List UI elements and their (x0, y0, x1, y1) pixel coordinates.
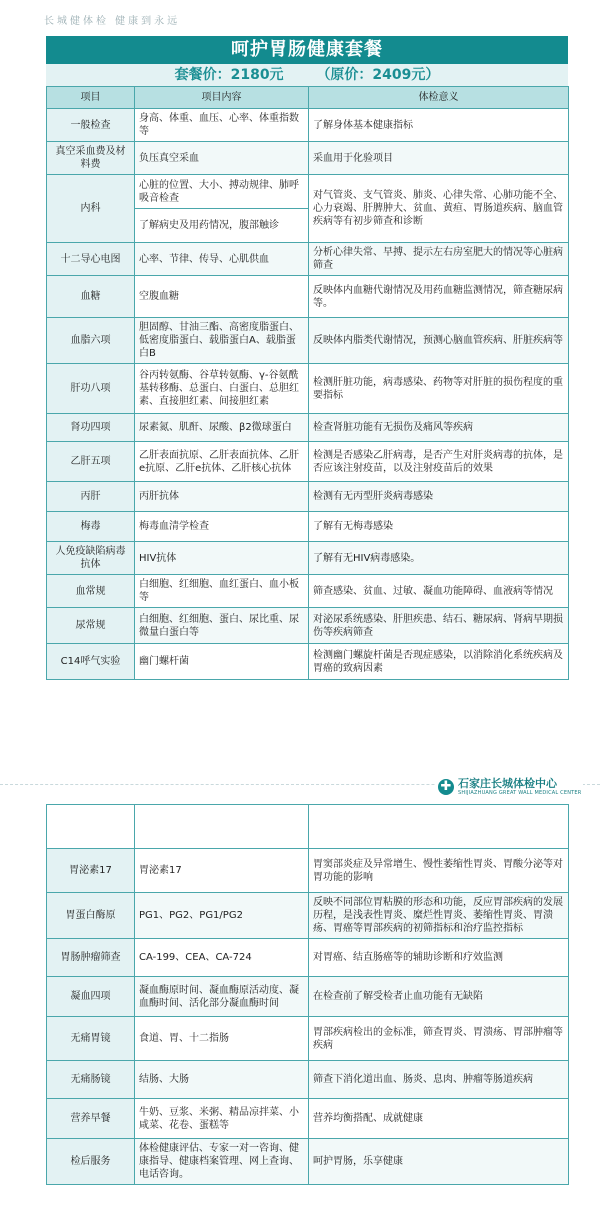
item-content: 空腹血糖 (135, 276, 309, 318)
blank-header-cell (135, 805, 309, 849)
item-meaning: 呵护胃肠，乐享健康 (309, 1139, 569, 1185)
table-row (47, 849, 569, 893)
item-meaning: 了解有无梅毒感染 (309, 512, 569, 542)
item-content: 胃泌素17 (135, 849, 309, 893)
blank-header-cell (47, 805, 135, 849)
item-name: C14呼气实验 (47, 644, 135, 680)
item-meaning: 反映不同部位胃粘膜的形态和功能，反应胃部疾病的发展历程，是浅表性胃炎、糜烂性胃炎、萎缩性胃炎、胃溃疡、胃癌等胃部疾病的初筛指标和治疗监控指标 (309, 893, 569, 939)
item-name: 检后服务 (47, 1139, 135, 1185)
center-logo (436, 777, 583, 797)
item-content: 心率、节律、传导、心肌供血 (135, 243, 309, 276)
table-row (47, 276, 569, 318)
item-name: 胃肠肿瘤筛查 (47, 939, 135, 977)
item-content: 了解病史及用药情况，腹部触诊 (135, 209, 309, 243)
item-meaning: 检查肾脏功能有无损伤及痛风等疾病 (309, 414, 569, 442)
table-row (47, 243, 569, 276)
item-meaning: 对泌尿系统感染、肝胆疾患、结石、糖尿病、肾病早期损伤等疾病筛查 (309, 608, 569, 644)
item-name: 胃泌素17 (47, 849, 135, 893)
item-content: 胆固醇、甘油三酯、高密度脂蛋白、低密度脂蛋白、载脂蛋白A、载脂蛋白B (135, 318, 309, 364)
header-content: 项目内容 (135, 87, 309, 109)
item-content: 体检健康评估、专家一对一咨询、健康指导、健康档案管理、网上查询、电话咨询。 (135, 1139, 309, 1185)
table-row (47, 939, 569, 977)
item-name: 十二导心电图 (47, 243, 135, 276)
table-row (47, 482, 569, 512)
item-meaning: 胃部疾病检出的金标准，筛查胃炎、胃溃疡、胃部肿瘤等疾病 (309, 1017, 569, 1061)
item-meaning: 检测幽门螺旋杆菌是否现症感染，以消除消化系统疾病及胃癌的致病因素 (309, 644, 569, 680)
item-name: 无痛肠镜 (47, 1061, 135, 1099)
table-row (47, 1017, 569, 1061)
item-content: 牛奶、豆浆、米粥、精品凉拌菜、小咸菜、花卷、蛋糕等 (135, 1099, 309, 1139)
item-content: 幽门螺杆菌 (135, 644, 309, 680)
table-row (47, 414, 569, 442)
table-row (47, 542, 569, 575)
item-name: 乙肝五项 (47, 442, 135, 482)
item-meaning: 了解有无HIV病毒感染。 (309, 542, 569, 575)
item-content: 丙肝抗体 (135, 482, 309, 512)
package-title: 呵护胃肠健康套餐 (46, 36, 568, 64)
item-content: PG1、PG2、PG1/PG2 (135, 893, 309, 939)
item-name: 内科 (47, 175, 135, 243)
blank-header-cell (309, 805, 569, 849)
slogan-tag: 长城健体检 健康到永远 (44, 16, 181, 27)
item-content: 身高、体重、血压、心率、体重指数等 (135, 109, 309, 142)
table-row (47, 1139, 569, 1185)
table-row (47, 1099, 569, 1139)
table-blank-header-row (47, 805, 569, 849)
package-table-1 (46, 86, 569, 680)
item-meaning: 检测是否感染乙肝病毒，是否产生对肝炎病毒的抗体，是否应该注射疫苗，以及注射疫苗后的效果 (309, 442, 569, 482)
item-content: 白细胞、红细胞、血红蛋白、血小板等 (135, 575, 309, 608)
item-meaning: 在检查前了解受检者止血功能有无缺陷 (309, 977, 569, 1017)
table-row (47, 142, 569, 175)
item-meaning: 筛查感染、贫血、过敏、凝血功能障碍、血液病等情况 (309, 575, 569, 608)
item-name: 丙肝 (47, 482, 135, 512)
item-name: 血脂六项 (47, 318, 135, 364)
item-content: 乙肝表面抗原、乙肝表面抗体、乙肝e抗原、乙肝e抗体、乙肝核心抗体 (135, 442, 309, 482)
item-meaning: 采血用于化验项目 (309, 142, 569, 175)
item-content: HIV抗体 (135, 542, 309, 575)
table-row (47, 1061, 569, 1099)
logo-name-cn: 石家庄长城体检中心 (458, 777, 557, 790)
item-name: 营养早餐 (47, 1099, 135, 1139)
header-item: 项目 (47, 87, 135, 109)
table-row (47, 893, 569, 939)
table-row (47, 608, 569, 644)
table-row (47, 977, 569, 1017)
item-meaning: 反映体内脂类代谢情况，预测心脑血管疾病、肝脏疾病等 (309, 318, 569, 364)
table-row (47, 364, 569, 414)
original-price: （原价：2409元） (316, 67, 440, 83)
price-bar (46, 64, 568, 86)
item-meaning: 筛查下消化道出血、肠炎、息肉、肿瘤等肠道疾病 (309, 1061, 569, 1099)
item-content: 心脏的位置、大小、搏动规律、肺呼吸音检查 (135, 175, 309, 209)
item-name: 无痛胃镜 (47, 1017, 135, 1061)
cross-icon: ✚ (438, 779, 454, 795)
table-row (47, 644, 569, 680)
item-meaning: 营养均衡搭配、成就健康 (309, 1099, 569, 1139)
item-name: 血常规 (47, 575, 135, 608)
table-row (47, 575, 569, 608)
item-content: 食道、胃、十二指肠 (135, 1017, 309, 1061)
item-name: 真空采血费及材料费 (47, 142, 135, 175)
item-meaning: 检测有无丙型肝炎病毒感染 (309, 482, 569, 512)
table-row (47, 175, 569, 209)
item-name: 血糖 (47, 276, 135, 318)
item-name: 肾功四项 (47, 414, 135, 442)
table-header-row (47, 87, 569, 109)
item-meaning: 检测肝脏功能，病毒感染、药物等对肝脏的损伤程度的重要指标 (309, 364, 569, 414)
item-name: 梅毒 (47, 512, 135, 542)
item-meaning: 了解身体基本健康指标 (309, 109, 569, 142)
table-row (47, 442, 569, 482)
item-name: 凝血四项 (47, 977, 135, 1017)
item-name: 肝功八项 (47, 364, 135, 414)
item-content: 谷丙转氨酶、谷草转氨酶、γ-谷氨酰基转移酶、总蛋白、白蛋白、总胆红素、直接胆红素、间接胆红素 (135, 364, 309, 414)
table-row (47, 109, 569, 142)
item-content: CA-199、CEA、CA-724 (135, 939, 309, 977)
item-meaning: 胃窦部炎症及异常增生、慢性萎缩性胃炎、胃酸分泌等对胃功能的影响 (309, 849, 569, 893)
item-name: 人免疫缺陷病毒抗体 (47, 542, 135, 575)
package-table-2 (46, 804, 569, 1185)
item-name: 胃蛋白酶原 (47, 893, 135, 939)
header-meaning: 体检意义 (309, 87, 569, 109)
item-content: 负压真空采血 (135, 142, 309, 175)
table-row (47, 512, 569, 542)
item-name: 一般检查 (47, 109, 135, 142)
item-name: 尿常规 (47, 608, 135, 644)
table-row (47, 318, 569, 364)
package-price: 套餐价：2180元 (174, 67, 284, 83)
item-content: 凝血酶原时间、凝血酶原活动度、凝血酶时间、活化部分凝血酶时间 (135, 977, 309, 1017)
item-content: 结肠、大肠 (135, 1061, 309, 1099)
item-content: 梅毒血清学检查 (135, 512, 309, 542)
item-content: 白细胞、红细胞、蛋白、尿比重、尿微量白蛋白等 (135, 608, 309, 644)
item-meaning: 反映体内血糖代谢情况及用药血糖监测情况，筛查糖尿病等。 (309, 276, 569, 318)
logo-name-en: SHIJIAZHUANG GREAT WALL MEDICAL CENTER (458, 790, 582, 796)
item-content: 尿素氮、肌酐、尿酸、β2微球蛋白 (135, 414, 309, 442)
item-meaning: 对胃癌、结直肠癌等的辅助诊断和疗效监测 (309, 939, 569, 977)
item-meaning: 分析心律失常、早搏、提示左右房室肥大的情况等心脏病筛查 (309, 243, 569, 276)
item-meaning: 对气管炎、支气管炎、肺炎、心律失常、心肺功能不全、心力衰竭、肝脾肿大、贫血、黄疸、胃肠道疾病、脑血管疾病等有初步筛查和诊断 (309, 175, 569, 243)
